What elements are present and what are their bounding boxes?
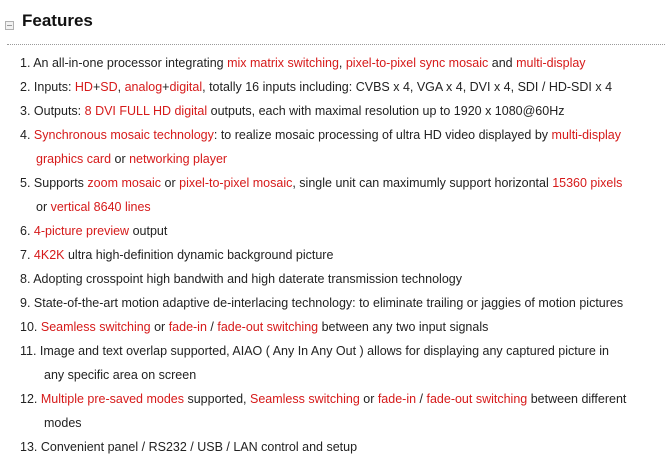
body-text: / <box>206 320 218 334</box>
body-text: , <box>338 56 346 70</box>
feature-item <box>20 295 623 311</box>
highlight-text: HD <box>74 80 93 94</box>
highlight-text: fade-out switching <box>426 392 528 406</box>
body-text: State-of-the-art motion adaptive de-interlacing technology: to eliminate trailing or jaggies of motion pictures <box>33 296 624 310</box>
highlight-text: digital <box>169 80 203 94</box>
body-text: , <box>117 80 125 94</box>
feature-item <box>20 439 357 455</box>
feature-item <box>20 223 167 239</box>
feature-item <box>20 247 333 263</box>
highlight-text: fade-in <box>168 320 207 334</box>
body-text: or <box>150 320 169 334</box>
body-text: any specific area on screen <box>44 368 197 382</box>
body-text: , single unit can maximumly support horizontal <box>292 176 553 190</box>
feature-item <box>20 55 586 71</box>
body-text: , totally 16 inputs including: CVBS x 4, VGA x 4, DVI x 4, SDI / HD-SDI x 4 <box>202 80 613 94</box>
feature-number: 7. <box>20 248 34 262</box>
feature-number: 6. <box>20 224 34 238</box>
body-text: modes <box>44 416 82 430</box>
body-text: + <box>92 80 101 94</box>
body-text: and <box>488 56 517 70</box>
body-text: supported, <box>183 392 250 406</box>
body-text: between different <box>527 392 627 406</box>
body-text: or <box>111 152 130 166</box>
highlight-text: 15360 pixels <box>552 176 623 190</box>
highlight-text: SD <box>100 80 118 94</box>
body-text: or <box>161 176 180 190</box>
highlight-text: Multiple pre-saved modes <box>40 392 184 406</box>
collapse-square-icon[interactable] <box>5 21 14 30</box>
body-text: Supports <box>33 176 88 190</box>
feature-item <box>20 103 564 119</box>
body-text: An all-in-one processor integrating <box>33 56 228 70</box>
body-text: between any two input signals <box>318 320 489 334</box>
feature-number: 8. <box>20 272 34 286</box>
body-text: outputs, each with maximal resolution up to 1920 x 1080@60Hz <box>207 104 565 118</box>
body-text: Adopting crosspoint high bandwith and high daterate transmission technology <box>33 272 462 286</box>
highlight-text: 4-picture preview <box>33 224 130 238</box>
highlight-text: multi-display <box>516 56 586 70</box>
feature-number: 2. <box>20 80 34 94</box>
feature-number: 12. <box>20 392 41 406</box>
body-text: Inputs: <box>33 80 75 94</box>
highlight-text: vertical 8640 lines <box>50 200 151 214</box>
section-title: Features <box>22 11 93 30</box>
highlight-text: Seamless switching <box>40 320 151 334</box>
feature-number: 11. <box>20 344 40 358</box>
highlight-text: pixel-to-pixel sync mosaic <box>345 56 489 70</box>
feature-item-continuation <box>36 199 151 215</box>
body-text: Convenient panel / RS232 / USB / LAN control and setup <box>40 440 358 454</box>
feature-item <box>20 175 622 191</box>
body-text: Outputs: <box>33 104 85 118</box>
feature-item <box>20 271 462 287</box>
body-text: / <box>416 392 427 406</box>
body-text: Image and text overlap supported, AIAO ( Any In Any Out ) allows for displaying any captured picture in <box>39 344 609 358</box>
feature-number: 1. <box>20 56 34 70</box>
body-text: or <box>359 392 378 406</box>
feature-item <box>20 391 626 407</box>
feature-item-continuation <box>36 151 227 167</box>
body-text: + <box>162 80 170 94</box>
feature-item-continuation <box>44 367 196 383</box>
feature-number: 13. <box>20 440 41 454</box>
highlight-text: fade-out switching <box>217 320 319 334</box>
highlight-text: 8 DVI FULL HD digital <box>84 104 208 118</box>
dotted-divider <box>7 44 665 45</box>
body-text: or <box>36 200 51 214</box>
body-text: output <box>129 224 168 238</box>
highlight-text: fade-in <box>377 392 417 406</box>
feature-item <box>20 319 488 335</box>
highlight-text: 4K2K <box>33 248 65 262</box>
feature-item <box>20 127 621 143</box>
feature-number: 10. <box>20 320 41 334</box>
highlight-text: Synchronous mosaic technology <box>33 128 214 142</box>
body-text: : to realize mosaic processing of ultra HD video displayed by <box>213 128 552 142</box>
highlight-text: zoom mosaic <box>87 176 162 190</box>
highlight-text: networking player <box>129 152 228 166</box>
feature-number: 5. <box>20 176 34 190</box>
feature-number: 3. <box>20 104 34 118</box>
feature-item <box>20 343 609 359</box>
highlight-text: mix matrix switching <box>227 56 339 70</box>
feature-number: 4. <box>20 128 34 142</box>
body-text: ultra high-definition dynamic background picture <box>64 248 334 262</box>
feature-item <box>20 79 612 95</box>
highlight-text: analog <box>124 80 163 94</box>
feature-number: 9. <box>20 296 34 310</box>
highlight-text: graphics card <box>36 152 112 166</box>
highlight-text: pixel-to-pixel mosaic <box>179 176 293 190</box>
highlight-text: multi-display <box>551 128 622 142</box>
highlight-text: Seamless switching <box>250 392 360 406</box>
feature-item-continuation <box>44 415 82 431</box>
section-header <box>0 8 667 44</box>
